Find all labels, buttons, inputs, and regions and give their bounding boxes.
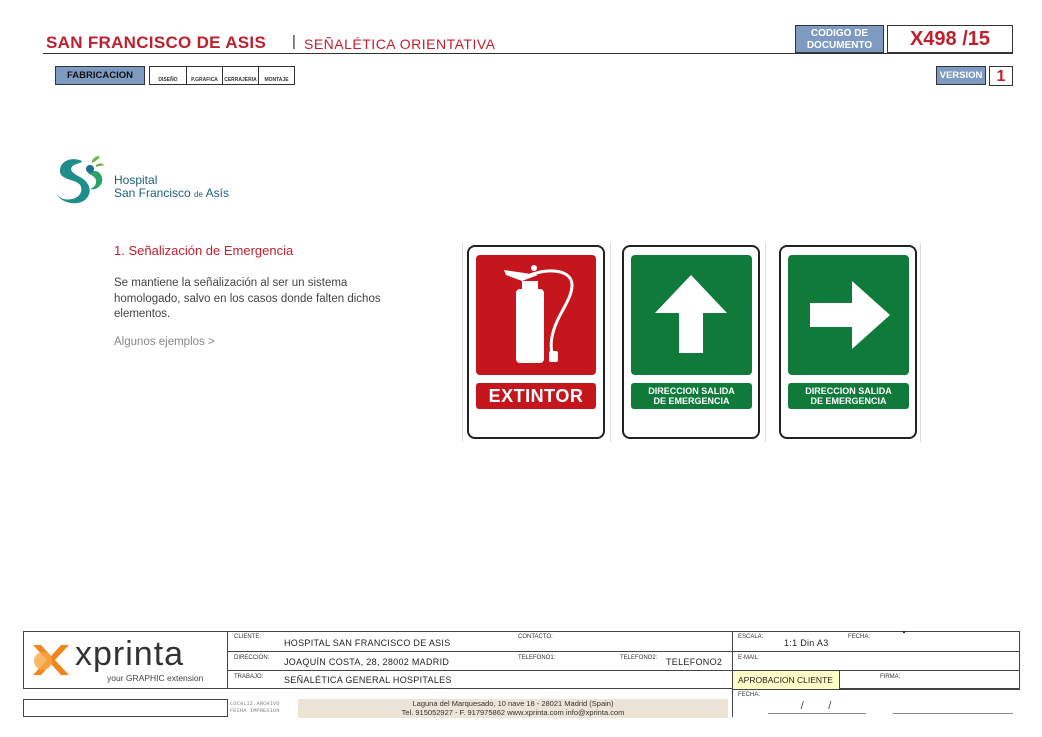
extintor-sign xyxy=(467,245,605,439)
address-line2: Tel. 915052927 - F. 917975862 www.xprinta.com info@xprinta.com xyxy=(401,707,625,717)
signature-line xyxy=(893,713,1013,714)
fab-cell-cerrajeria: CERRAJERIA xyxy=(223,67,259,84)
sign-divider xyxy=(765,243,766,442)
code-label xyxy=(795,25,884,53)
footer-empty-cell xyxy=(23,699,228,717)
address-line1: Laguna del Marquesado, 10 nave 18 - 28021 Madrid (Spain) xyxy=(412,699,614,708)
footer-dot xyxy=(903,631,905,633)
exit-right-label xyxy=(788,383,909,409)
arrow-up-icon xyxy=(631,255,752,375)
document-subtitle: SEÑALÉTICA ORIENTATIVA xyxy=(304,36,496,52)
hospital-name-line2 xyxy=(114,186,229,200)
hospital-name-de: de xyxy=(194,190,203,199)
extintor-label: EXTINTOR xyxy=(476,383,596,409)
section-title: 1. Señalización de Emergencia xyxy=(114,243,294,258)
direccion-label: DIRECCION: xyxy=(234,655,270,661)
date-slashes: / / xyxy=(800,700,832,712)
fabricacion-cells xyxy=(149,66,295,85)
localiz-line1: LOCALIZ.ARCHIVO xyxy=(230,700,280,707)
xprinta-tagline: your GRAPHIC extension xyxy=(107,673,204,683)
fab-cell-pgrafica: P.GRAFICA xyxy=(187,67,223,84)
localiz-archivo xyxy=(230,700,280,714)
hospital-logo-icon xyxy=(52,155,108,207)
header-divider xyxy=(43,53,1013,54)
exit-right-sign xyxy=(779,245,917,439)
xprinta-x-icon xyxy=(29,639,71,681)
code-value: X498 /15 xyxy=(887,25,1013,53)
exit-up-label xyxy=(631,383,752,409)
exit-right-label-line2: DE EMERGENCIA xyxy=(810,396,887,406)
exit-up-label-line2: DE EMERGENCIA xyxy=(653,396,730,406)
telefono2-value: TELEFONO2 xyxy=(666,657,723,667)
title-separator: | xyxy=(292,33,296,50)
arrow-right-icon xyxy=(788,255,909,375)
footer-row-line xyxy=(228,670,1020,671)
hospital-name-main: San Francisco xyxy=(114,186,195,200)
fire-extinguisher-icon xyxy=(476,255,596,375)
xprinta-logo-cell xyxy=(23,631,228,689)
section-paragraph: Se mantiene la señalización al ser un sistema homologado, salvo en los casos donde falten dichos elementos. xyxy=(114,277,381,320)
date-underline xyxy=(768,713,866,714)
footer-row-line xyxy=(228,651,1020,652)
xprinta-brand: xprinta xyxy=(75,635,185,673)
direccion-value: JOAQUÍN COSTA, 28, 28002 MADRID xyxy=(284,657,450,667)
fecha2-label: FECHA: xyxy=(738,692,761,698)
sign-divider xyxy=(920,243,921,442)
footer-row-line xyxy=(732,689,1020,690)
fabricacion-label: FABRICACION xyxy=(55,66,145,85)
trabajo-value: SEÑALÉTICA GENERAL HOSPITALES xyxy=(284,675,452,685)
localiz-line2: FECHA IMPRESION xyxy=(230,707,280,714)
escala-value: 1:1 Din A3 xyxy=(784,638,829,648)
email-label: E-MAIL: xyxy=(738,655,760,661)
telefono1-label: TELEFONO1: xyxy=(518,655,556,661)
examples-link[interactable]: Algunos ejemplos > xyxy=(114,336,215,348)
exit-right-label-line1: DIRECCION SALIDA xyxy=(805,386,892,396)
trabajo-label: TRABAJO: xyxy=(234,674,264,680)
sign-divider xyxy=(610,243,611,442)
exit-up-sign xyxy=(622,245,760,439)
firma-label: FIRMA: xyxy=(880,674,901,680)
code-label-line2: DOCUMENTO xyxy=(806,40,873,51)
aprobacion-cliente: APROBACION CLIENTE xyxy=(733,671,840,689)
document-title: SAN FRANCISCO DE ASIS xyxy=(46,33,267,52)
hospital-name-line1: Hospital xyxy=(114,173,158,187)
code-label-line1: CODIGO DE xyxy=(810,28,869,39)
extintor-panel xyxy=(476,255,596,375)
exit-up-panel xyxy=(631,255,752,375)
sign-divider xyxy=(462,243,463,442)
exit-up-label-line1: DIRECCION SALIDA xyxy=(648,386,735,396)
exit-right-panel xyxy=(788,255,909,375)
escala-label: ESCALA: xyxy=(738,634,764,640)
version-value: 1 xyxy=(989,66,1013,86)
hospital-name-end: Asís xyxy=(202,186,229,200)
fecha-label: FECHA: xyxy=(848,634,871,640)
fab-cell-montaje: MONTAJE xyxy=(264,77,289,83)
cliente-label: CLIENTE: xyxy=(234,634,262,640)
telefono2-label: TELEFONO2: xyxy=(620,655,658,661)
version-label: VERSION xyxy=(936,66,986,85)
cliente-value: HOSPITAL SAN FRANCISCO DE ASIS xyxy=(284,638,451,648)
xprinta-address xyxy=(298,699,728,718)
fab-cell-diseno: DISEÑO xyxy=(150,67,187,84)
contacto-label: CONTACTO: xyxy=(518,634,553,640)
